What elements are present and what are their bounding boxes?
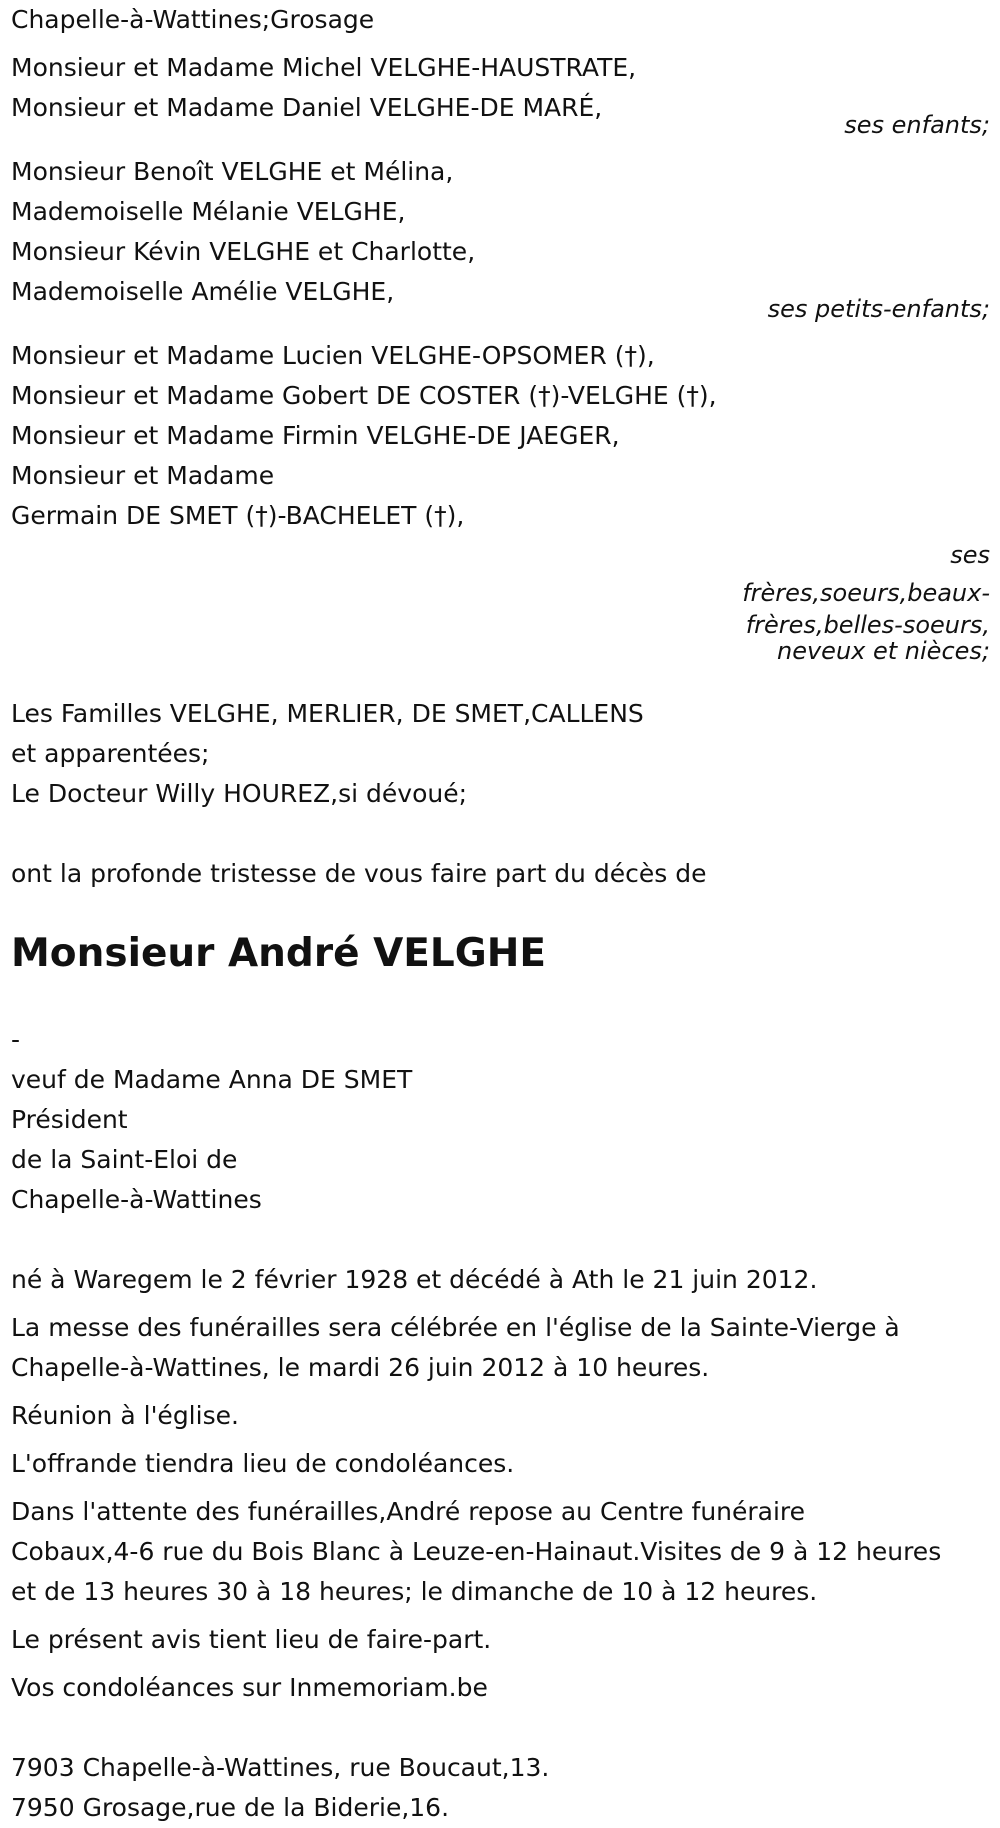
address-line: 7950 Grosage,rue de la Biderie,16.	[11, 1793, 450, 1822]
siblings-line: Monsieur et Madame	[11, 461, 275, 490]
deceased-details	[11, 1020, 1000, 1220]
families-section	[11, 694, 1000, 814]
meeting-text: Réunion à l'église.	[11, 1401, 239, 1430]
address-line: 7903 Chapelle-à-Wattines, rue Boucaut,13.	[11, 1753, 550, 1782]
grandchildren-section	[11, 152, 1000, 328]
detail-line: de la Saint-Eloi de	[11, 1145, 238, 1174]
detail-line: veuf de Madame Anna DE SMET	[11, 1065, 413, 1094]
siblings-line: Monsieur et Madame Gobert DE COSTER (†)-VELGHE (†),	[11, 381, 717, 410]
detail-line: Chapelle-à-Wattines	[11, 1185, 262, 1214]
condolences-text: Vos condoléances sur Inmemoriam.be	[11, 1673, 488, 1702]
announcement-text: ont la profonde tristesse de vous faire part du décès de	[11, 859, 707, 888]
visits-line: et de 13 heures 30 à 18 heures; le dimanche de 10 à 12 heures.	[11, 1577, 818, 1606]
detail-line: Président	[11, 1105, 128, 1134]
grandchildren-line: Mademoiselle Mélanie VELGHE,	[11, 197, 406, 226]
funeral-info	[11, 1308, 1000, 1708]
siblings-line: Germain DE SMET (†)-BACHELET (†),	[11, 501, 465, 530]
header-locations: Chapelle-à-Wattines;Grosage	[11, 5, 375, 34]
mass-line: La messe des funérailles sera célébrée en l'église de la Sainte-Vierge à	[11, 1313, 900, 1342]
grandchildren-role: ses petits-enfants;	[767, 295, 990, 323]
families-line: Le Docteur Willy HOUREZ,si dévoué;	[11, 779, 468, 808]
siblings-role: frères,soeurs,beaux-	[742, 579, 990, 607]
visits-line: Dans l'attente des funérailles,André repose au Centre funéraire	[11, 1497, 806, 1526]
offering-text: L'offrande tiendra lieu de condoléances.	[11, 1449, 515, 1478]
siblings-line: Monsieur et Madame Firmin VELGHE-DE JAEGER,	[11, 421, 620, 450]
siblings-role: ses	[950, 541, 990, 569]
siblings-line: Monsieur et Madame Lucien VELGHE-OPSOMER (†),	[11, 341, 655, 370]
addresses-section	[11, 1748, 1000, 1828]
children-section	[11, 48, 1000, 144]
birth-death-dates: né à Waregem le 2 février 1928 et décédé à Ath le 21 juin 2012.	[11, 1265, 818, 1294]
siblings-role: frères,belles-soeurs,	[745, 611, 990, 639]
grandchildren-line: Monsieur Benoît VELGHE et Mélina,	[11, 157, 454, 186]
mass-line: Chapelle-à-Wattines, le mardi 26 juin 2012 à 10 heures.	[11, 1353, 710, 1382]
notice-text: Le présent avis tient lieu de faire-part.	[11, 1625, 492, 1654]
siblings-section	[11, 336, 1000, 664]
families-line: et apparentées;	[11, 739, 210, 768]
children-role: ses enfants;	[844, 111, 990, 139]
grandchildren-line: Monsieur Kévin VELGHE et Charlotte,	[11, 237, 476, 266]
grandchildren-line: Mademoiselle Amélie VELGHE,	[11, 277, 395, 306]
children-line: Monsieur et Madame Michel VELGHE-HAUSTRATE,	[11, 53, 637, 82]
children-line: Monsieur et Madame Daniel VELGHE-DE MARÉ,	[11, 93, 603, 122]
visits-line: Cobaux,4-6 rue du Bois Blanc à Leuze-en-Hainaut.Visites de 9 à 12 heures	[11, 1537, 942, 1566]
families-line: Les Familles VELGHE, MERLIER, DE SMET,CALLENS	[11, 699, 644, 728]
deceased-name: Monsieur André VELGHE	[11, 931, 547, 976]
siblings-role: neveux et nièces;	[777, 637, 990, 665]
detail-dash: -	[11, 1025, 21, 1054]
